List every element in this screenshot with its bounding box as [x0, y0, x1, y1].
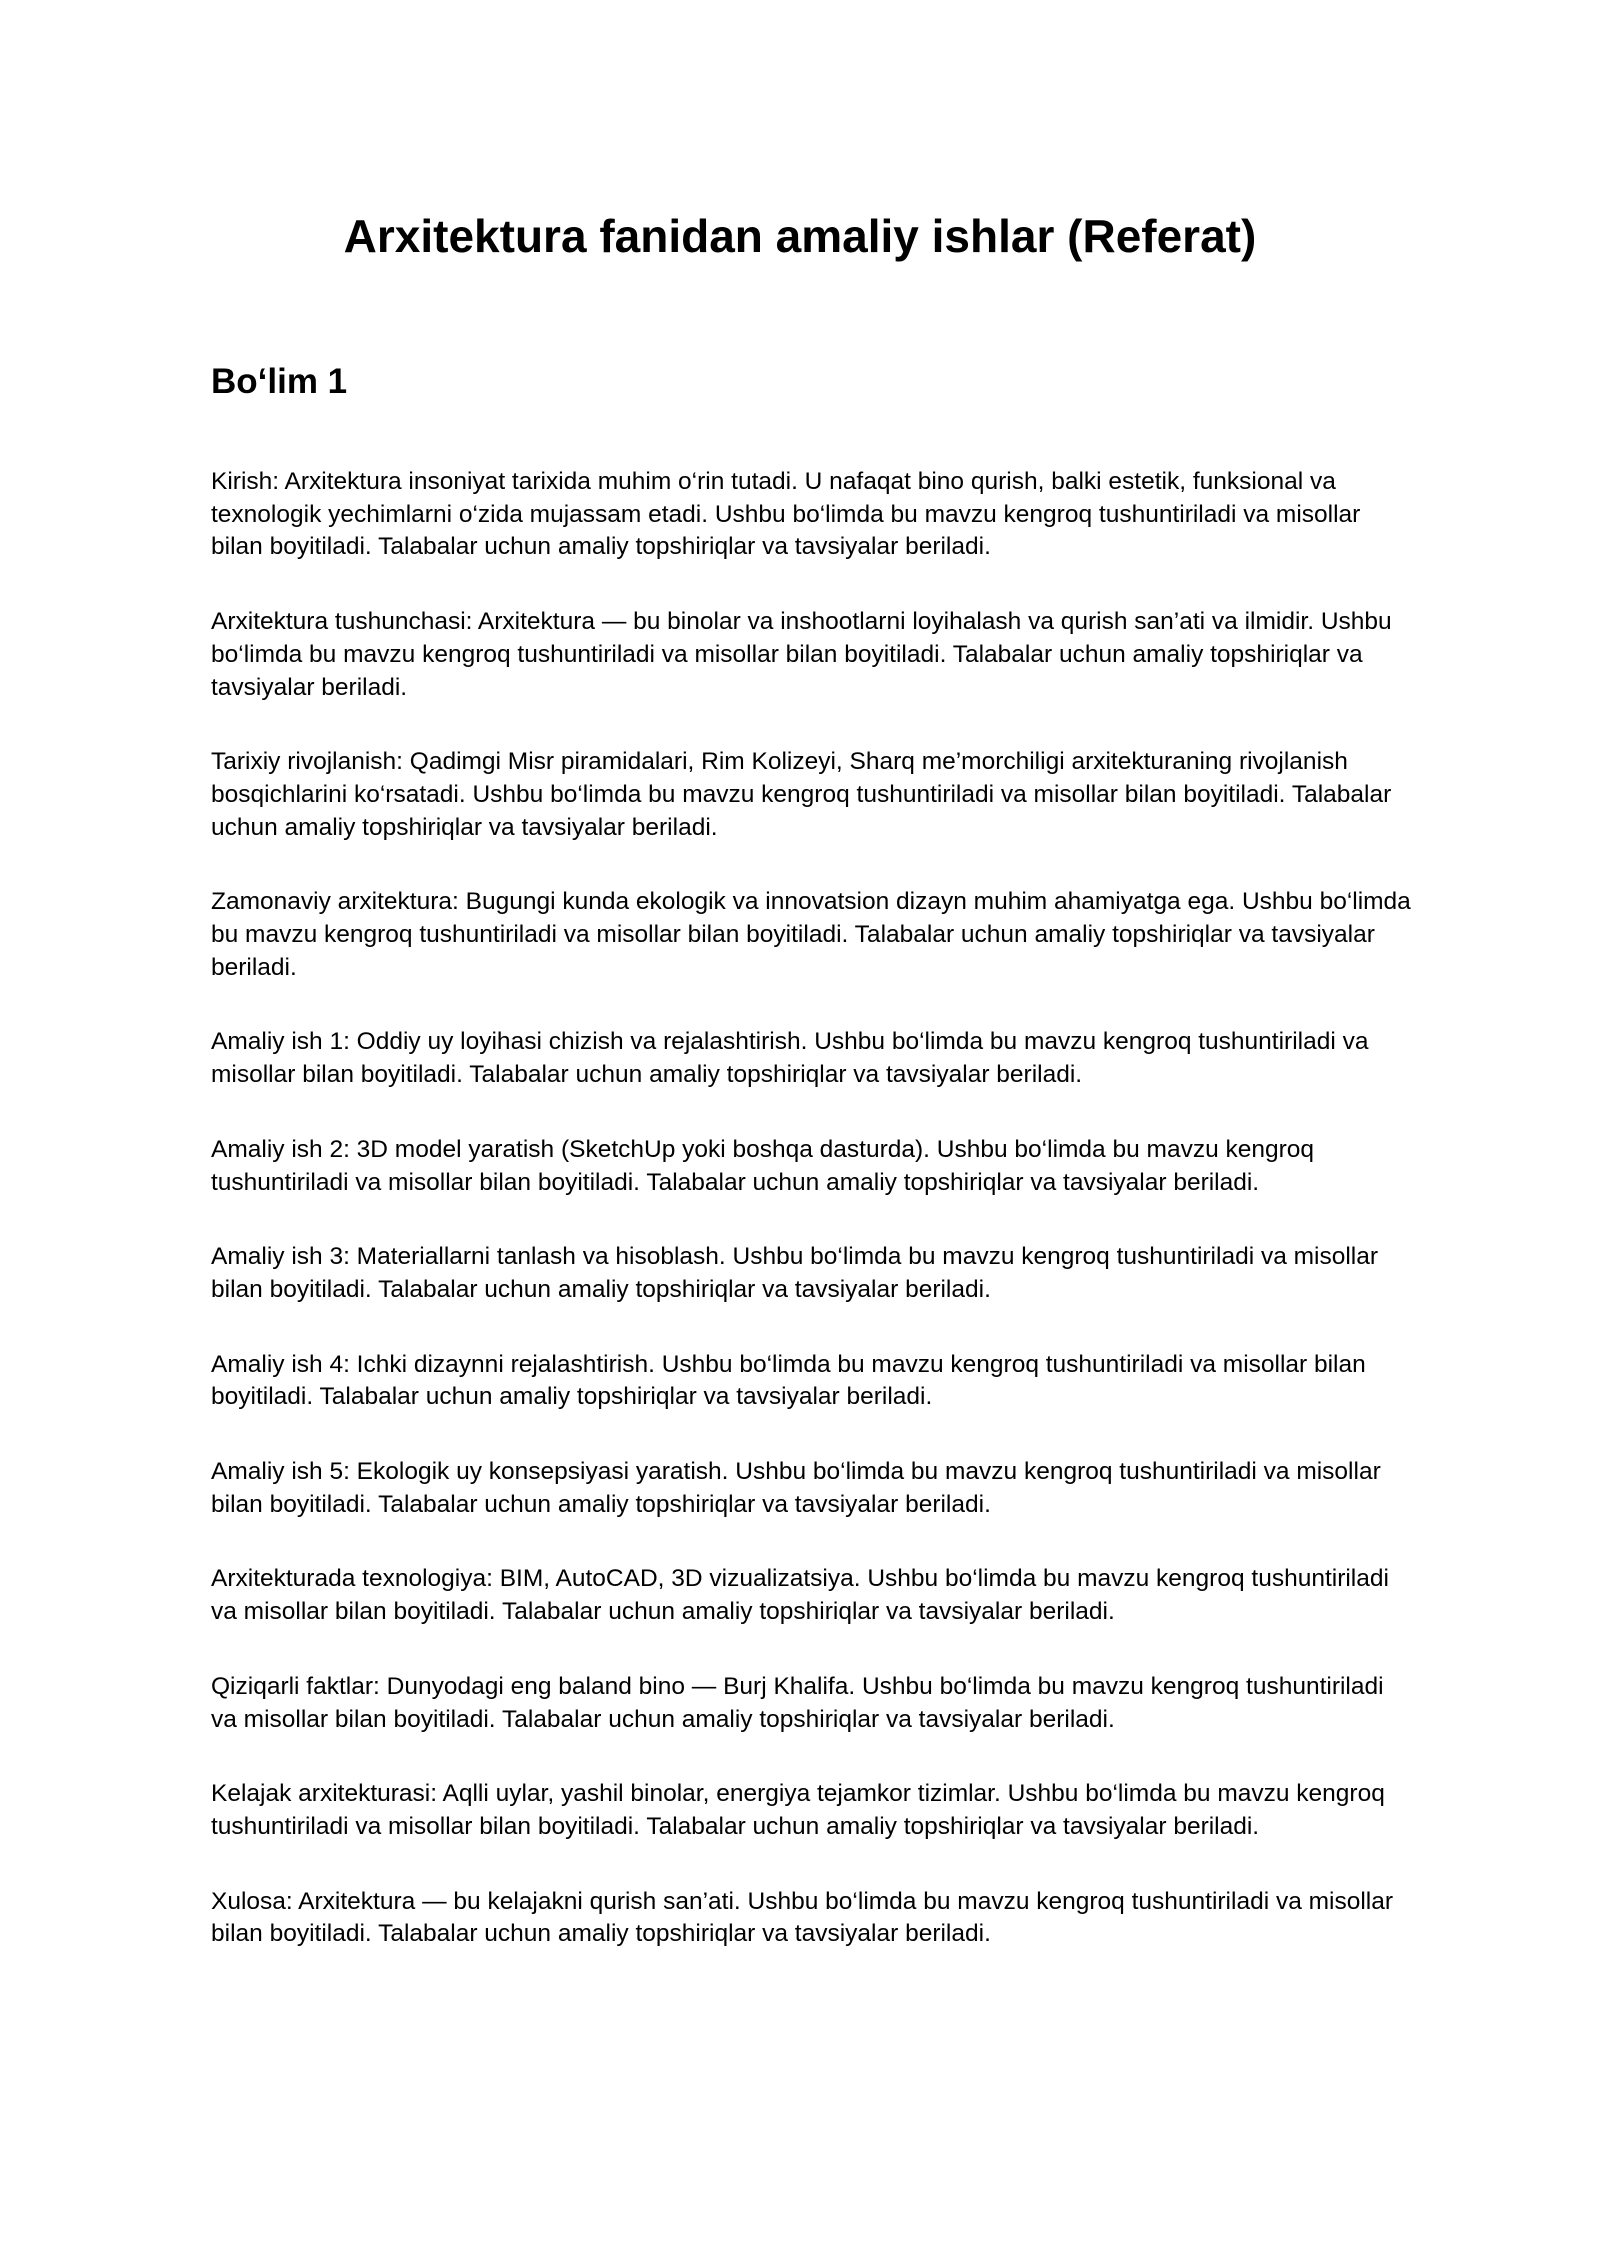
paragraph-texnologiya: Arxitekturada texnologiya: BIM, AutoCAD, 3D vizualizatsiya. Ushbu bo‘limda bu mavzu kengroq tushuntiriladi va misollar bilan boyitiladi. Talabalar uchun amaliy topshiriqlar va tavsiyalar beriladi.: [211, 1565, 1389, 1626]
paragraph-tarixiy-rivojlanish: Tarixiy rivojlanish: Qadimgi Misr piramidalari, Rim Kolizeyi, Sharq me’morchiligi arxitekturaning rivojlanish bosqichlarini ko‘rsatadi. Ushbu bo‘limda bu mavzu kengroq tushuntiriladi va misollar bilan boyitiladi. Talabalar uchun amaliy topshiriqlar va tavsiyalar beriladi.: [211, 748, 1392, 841]
paragraph-amaliy-ish-1: Amaliy ish 1: Oddiy uy loyihasi chizish va rejalashtirish. Ushbu bo‘limda bu mavzu kengroq tushuntiriladi va misollar bilan boyitiladi. Talabalar uchun amaliy topshiriqlar va tavsiyalar beriladi.: [211, 1028, 1369, 1089]
paragraph-amaliy-ish-5: Amaliy ish 5: Ekologik uy konsepsiyasi yaratish. Ushbu bo‘limda bu mavzu kengroq tushuntiriladi va misollar bilan boyitiladi. Talabalar uchun amaliy topshiriqlar va tavsiyalar beriladi.: [211, 1458, 1381, 1518]
document-title: Arxitektura fanidan amaliy ishlar (Referat): [343, 210, 1257, 262]
paragraph-amaliy-ish-4: Amaliy ish 4: Ichki dizaynni rejalashtirish. Ushbu bo‘limda bu mavzu kengroq tushuntiriladi va misollar bilan boyitiladi. Talabalar uchun amaliy topshiriqlar va tavsiyalar beriladi.: [211, 1350, 1366, 1411]
paragraph-xulosa: Xulosa: Arxitektura — bu kelajakni qurish san’ati. Ushbu bo‘limda bu mavzu kengroq tushuntiriladi va misollar bilan boyitiladi. Talabalar uchun amaliy topshiriqlar va tavsiyalar beriladi.: [211, 1887, 1394, 1948]
section-heading: Bo‘lim 1: [211, 362, 348, 401]
paragraph-kirish: Kirish: Arxitektura insoniyat tarixida muhim o‘rin tutadi. U nafaqat bino qurish, balki estetik, funksional va texnologik yechimlarni o‘zida mujassam etadi. Ushbu bo‘limda bu mavzu kengroq tushuntiriladi va misollar bilan boyitiladi. Talabalar uchun amaliy topshiriqlar va tavsiyalar beriladi.: [211, 468, 1361, 561]
paragraph-arxitektura-tushunchasi: Arxitektura tushunchasi: Arxitektura — bu binolar va inshootlarni loyihalash va qurish san’ati va ilmidir. Ushbu bo‘limda bu mavzu kengroq tushuntiriladi va misollar bilan boyitiladi. Talabalar uchun amaliy topshiriqlar va tavsiyalar beriladi.: [211, 608, 1392, 701]
paragraph-amaliy-ish-2: Amaliy ish 2: 3D model yaratish (SketchUp yoki boshqa dasturda). Ushbu bo‘limda bu mavzu kengroq tushuntiriladi va misollar bilan boyitiladi. Talabalar uchun amaliy topshiriqlar va tavsiyalar beriladi.: [211, 1135, 1315, 1196]
document-body: [211, 466, 1411, 1993]
paragraph-amaliy-ish-3: Amaliy ish 3: Materiallarni tanlash va hisoblash. Ushbu bo‘limda bu mavzu kengroq tushuntiriladi va misollar bilan boyitiladi. Talabalar uchun amaliy topshiriqlar va tavsiyalar beriladi.: [211, 1243, 1379, 1303]
paragraph-zamonaviy-arxitektura: Zamonaviy arxitektura: Bugungi kunda ekologik va innovatsion dizayn muhim ahamiyatga ega. Ushbu bo‘limda bu mavzu kengroq tushuntiriladi va misollar bilan boyitiladi. Talabalar uchun amaliy topshiriqlar va tavsiyalar beriladi.: [211, 888, 1411, 981]
paragraph-qiziqarli-faktlar: Qiziqarli faktlar: Dunyodagi eng baland bino — Burj Khalifa. Ushbu bo‘limda bu mavzu kengroq tushuntiriladi va misollar bilan boyitiladi. Talabalar uchun amaliy topshiriqlar va tavsiyalar beriladi.: [211, 1672, 1384, 1733]
paragraph-kelajak-arxitekturasi: Kelajak arxitekturasi: Aqlli uylar, yashil binolar, energiya tejamkor tizimlar. Ushbu bo‘limda bu mavzu kengroq tushuntiriladi va misollar bilan boyitiladi. Talabalar uchun amaliy topshiriqlar va tavsiyalar beriladi.: [211, 1780, 1385, 1840]
